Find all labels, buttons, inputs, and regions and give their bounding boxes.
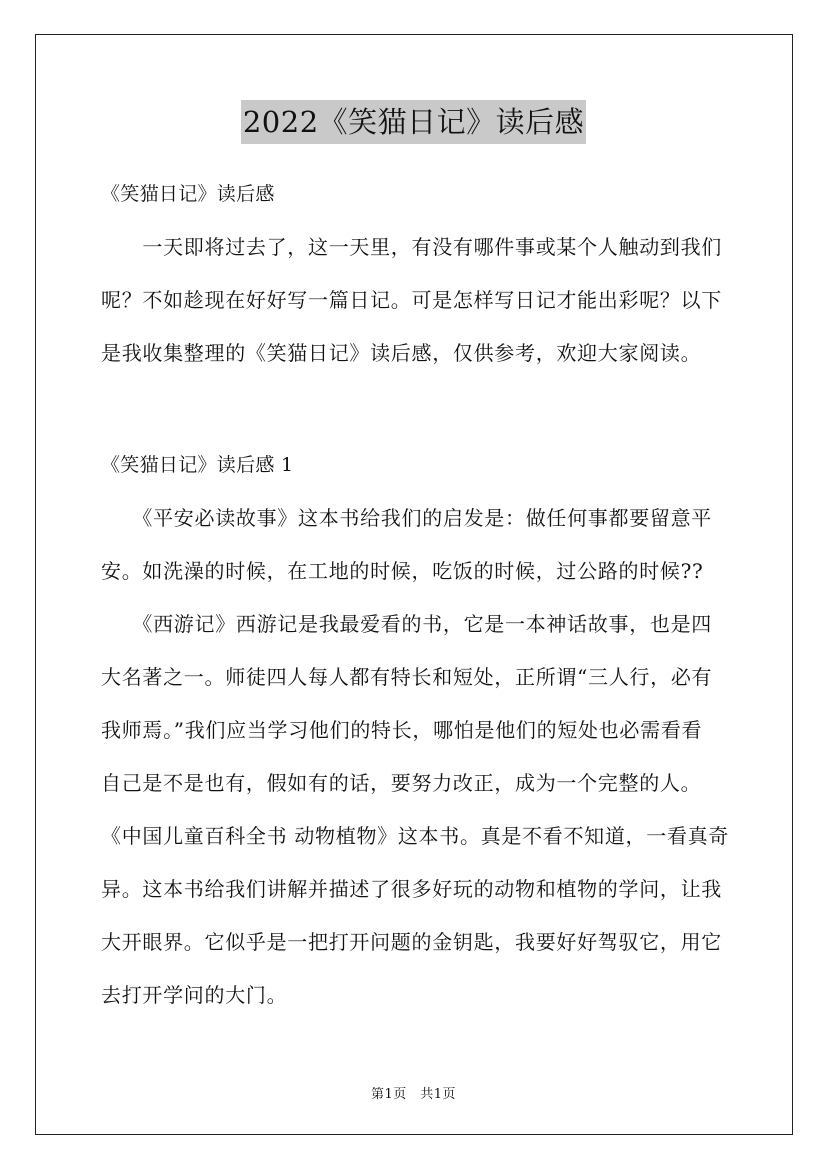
body-line-2: 安。如洗澡的时候，在工地的时候，吃饭的时候，过公路的时候??: [101, 559, 704, 583]
document-title: 2022《笑猫日记》读后感: [241, 100, 586, 144]
intro-line-1: 一天即将过去了，这一天里，有没有哪件事或某个人触动到我们: [101, 235, 722, 259]
section-heading: 《笑猫日记》读后感 1: [101, 454, 294, 476]
body-line-6: 自己是不是也有，假如有的话，要努力改正，成为一个完整的人。: [101, 771, 702, 795]
body-line-3: 《西游记》西游记是我最爱看的书，它是一本神话故事，也是四: [101, 612, 712, 636]
body-line-7: 《中国儿童百科全书 动物植物》这本书。真是不看不知道，一看真奇: [101, 824, 730, 848]
intro-line-3: 是我收集整理的《笑猫日记》读后感，仅供参考，欢迎大家阅读。: [101, 341, 702, 365]
document-subtitle: 《笑猫日记》读后感: [101, 183, 275, 205]
page-footer: 第1页 共1页: [370, 1087, 457, 1102]
body-line-4: 大名著之一。师徒四人每人都有特长和短处，正所谓“三人行，必有: [101, 665, 713, 689]
body-line-8: 异。这本书给我们讲解并描述了很多好玩的动物和植物的学问，让我: [101, 877, 722, 901]
body-line-5: 我师焉。”我们应当学习他们的特长，哪怕是他们的短处也必需看看: [101, 718, 703, 742]
title-container: [0, 100, 827, 144]
body-line-9: 大开眼界。它似乎是一把打开问题的金钥匙，我要好好驾驭它，用它: [101, 930, 722, 954]
intro-line-2: 呢？不如趁现在好好写一篇日记。可是怎样写日记才能出彩呢？以下: [101, 288, 722, 312]
body-line-10: 去打开学问的大门。: [101, 983, 288, 1007]
body-line-1: 《平安必读故事》这本书给我们的启发是：做任何事都要留意平: [101, 506, 712, 530]
